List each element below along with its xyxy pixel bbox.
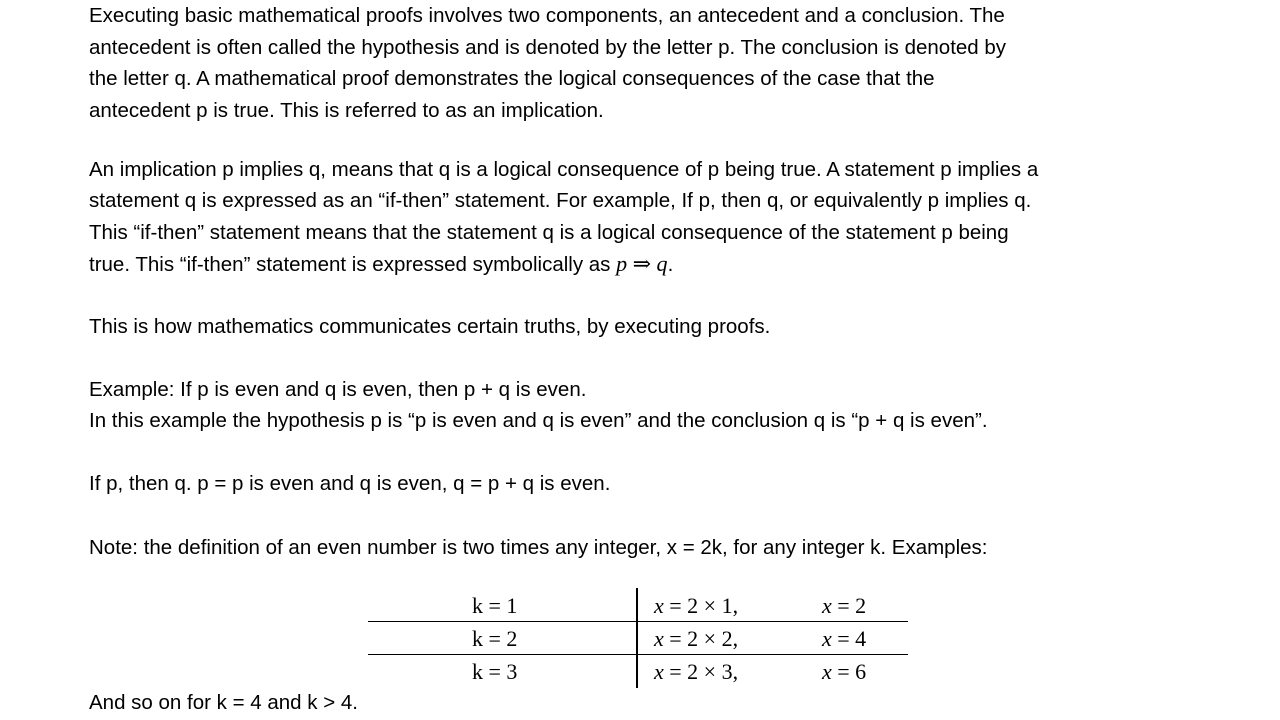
paragraph3: This is how mathematics communicates certain truths, by executing proofs. — [89, 315, 771, 338]
table-row — [368, 654, 908, 687]
table-cell-x: x = 2 × 2, — [654, 626, 739, 651]
table-row — [368, 588, 908, 622]
footer-line: And so on for k = 4 and k > 4. — [89, 691, 358, 714]
paragraph2-last-end: . — [667, 253, 674, 276]
table-cell-result: x = 4 — [822, 626, 867, 651]
paragraph1-line: antecedent p is true. This is referred to as an implication. — [89, 99, 604, 122]
example-line1: Example: If p is even and q is even, then p + q is even. — [89, 378, 587, 401]
paragraph2-last-line — [89, 252, 673, 277]
table-cell-x: x = 2 × 3, — [654, 659, 739, 684]
table-cell-x: x = 2 × 1, — [654, 593, 739, 618]
paragraph1-line: antecedent is often called the hypothesis and is denoted by the letter p. The conclusion is denoted by — [89, 36, 1007, 59]
table-cell-k: k = 2 — [472, 626, 518, 651]
table-cell-k: k = 3 — [472, 659, 518, 684]
note: Note: the definition of an even number is two times any integer, x = 2k, for any integer k. Examples: — [89, 536, 988, 559]
paragraph2-last-text: true. This “if-then” statement is expressed symbolically as — [89, 253, 617, 276]
paragraph2-line: statement q is expressed as an “if-then” statement. For example, If p, then q, or equivalently p implies q. — [89, 189, 1032, 212]
even-number-table — [368, 588, 908, 688]
paragraph1-line: Executing basic mathematical proofs involves two components, an antecedent and a conclusion. The — [89, 4, 1005, 27]
paragraph4: If p, then q. p = p is even and q is even, q = p + q is even. — [89, 472, 611, 495]
table-row — [368, 621, 908, 655]
table-cell-k: k = 1 — [472, 593, 518, 618]
implication-symbolic: p ⇒ q — [616, 251, 668, 276]
example-line2: In this example the hypothesis p is “p is even and q is even” and the conclusion q is “p + q is even”. — [89, 409, 988, 432]
table-cell-result: x = 6 — [822, 659, 867, 684]
table-cell-result: x = 2 — [822, 593, 867, 618]
paragraph1-line: the letter q. A mathematical proof demonstrates the logical consequences of the case that the — [89, 67, 935, 90]
paragraph2-line: This “if-then” statement means that the statement q is a logical consequence of the statement p being — [89, 221, 1009, 244]
paragraph2-line: An implication p implies q, means that q is a logical consequence of p being true. A statement p implies a — [89, 158, 1039, 181]
